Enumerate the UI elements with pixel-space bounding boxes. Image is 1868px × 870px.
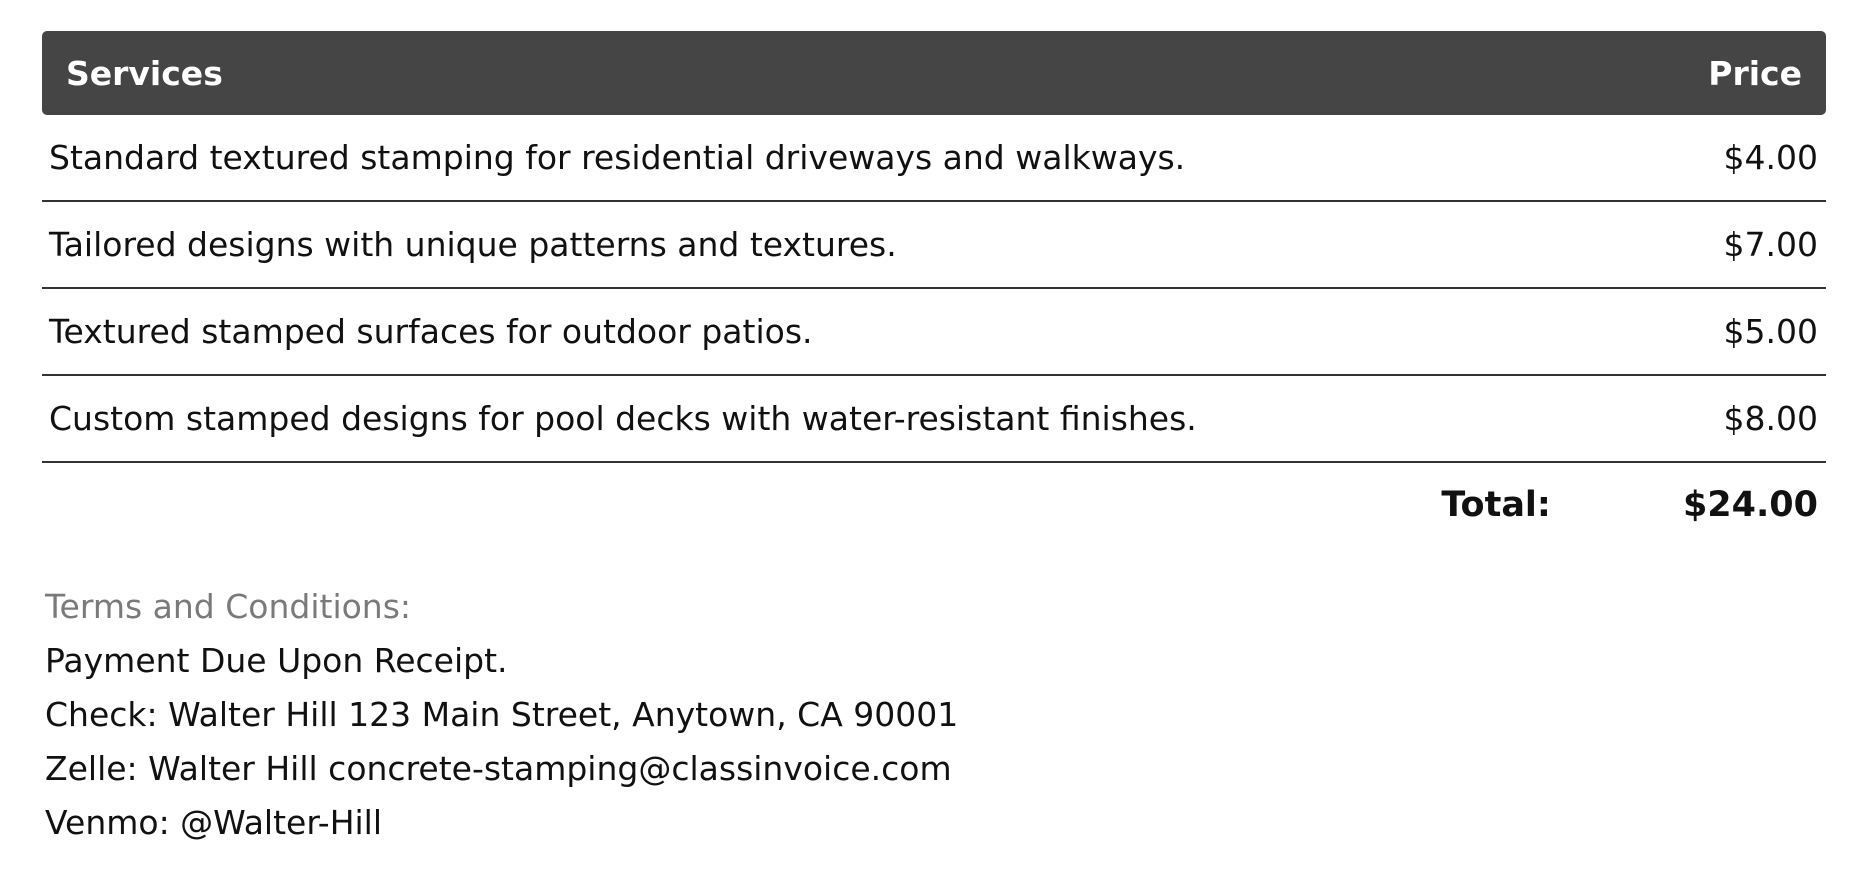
service-description: Tailored designs with unique patterns and textures.: [49, 225, 897, 264]
terms-line-payment: Payment Due Upon Receipt.: [45, 641, 508, 680]
service-description: Textured stamped surfaces for outdoor patios.: [49, 312, 813, 351]
services-table: [42, 31, 1826, 547]
table-row: [42, 376, 1826, 463]
table-header: [42, 31, 1826, 115]
table-row: [42, 289, 1826, 376]
total-label: Total:: [1441, 485, 1551, 525]
service-price: $5.00: [1723, 312, 1818, 351]
service-description: Custom stamped designs for pool decks with water-resistant finishes.: [49, 399, 1197, 438]
terms-line-check: Check: Walter Hill 123 Main Street, Anytown, CA 90001: [45, 695, 959, 734]
total-row: [42, 463, 1826, 547]
total-value: $24.00: [1682, 485, 1818, 525]
terms-section: [45, 580, 1245, 850]
table-row: [42, 115, 1826, 202]
service-price: $4.00: [1723, 138, 1818, 177]
service-price: $7.00: [1723, 225, 1818, 264]
terms-line-venmo: Venmo: @Walter-Hill: [45, 803, 383, 842]
terms-title: Terms and Conditions:: [45, 587, 412, 626]
terms-line-zelle: Zelle: Walter Hill concrete-stamping@classinvoice.com: [45, 749, 952, 788]
price-column-header: Price: [1708, 53, 1802, 93]
table-row: [42, 202, 1826, 289]
services-column-header: Services: [66, 53, 223, 93]
service-price: $8.00: [1723, 399, 1818, 438]
service-description: Standard textured stamping for residential driveways and walkways.: [49, 138, 1186, 177]
